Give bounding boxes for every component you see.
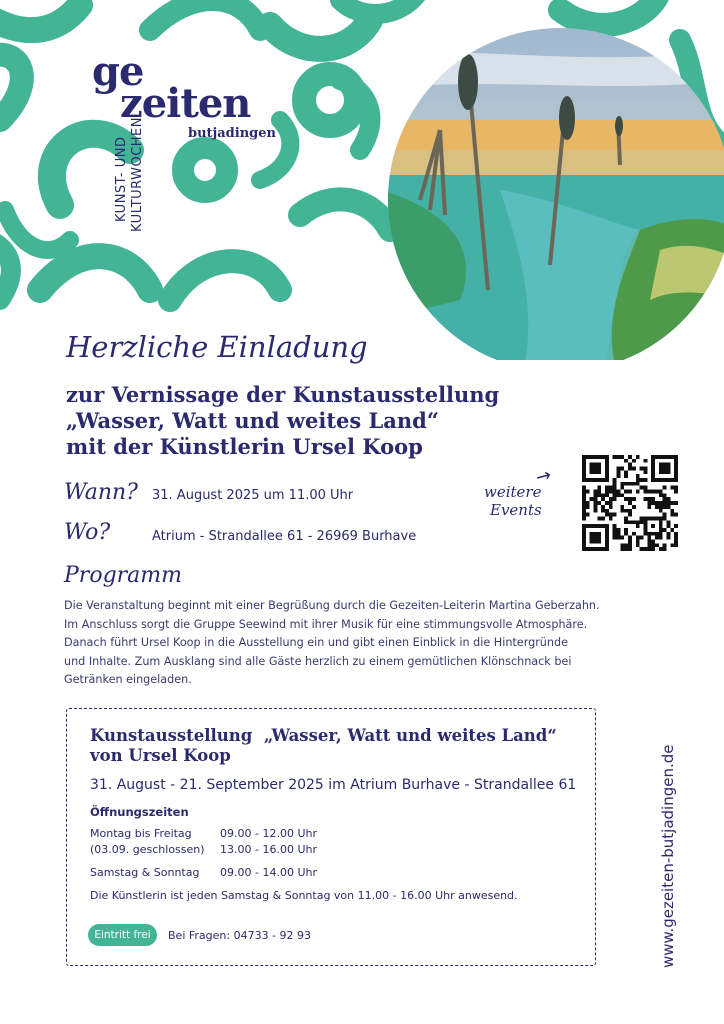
exhibition-title-line1: Kunstausstellung „Wasser, Watt und weites Land“ [90, 726, 557, 745]
program-text [64, 597, 664, 690]
website-url[interactable]: www.gezeiten-butjadingen.de [659, 744, 677, 968]
tagline-line1: KUNST- UND [114, 136, 129, 222]
logo-word-zeiten: zeiten [120, 80, 251, 127]
exhibition-dates: 31. August - 21. September 2025 im Atrium Burhave - Strandallee 61 [90, 777, 577, 793]
arrow-icon: → [533, 464, 554, 489]
hours-time: 13.00 - 16.00 Uhr [220, 843, 317, 856]
program-line: und Inhalte. Zum Ausklang sind alle Gäste herzlich zu einem gemütlichen Klönschnack bei [64, 654, 572, 668]
where-value: Atrium - Strandallee 61 - 26969 Burhave [152, 529, 417, 544]
free-entry-badge: Eintritt frei [88, 924, 157, 946]
contact-phone: Bei Fragen: 04733 - 92 93 [168, 929, 312, 942]
hours-day: Samstag & Sonntag [90, 866, 200, 879]
program-line: Die Veranstaltung beginnt mit einer Begrüßung durch die Gezeiten-Leiterin Martina Geberzahn. [64, 599, 600, 612]
qr-caption-line1: weitere [484, 483, 542, 501]
hours-time: 09.00 - 12.00 Uhr [220, 827, 317, 840]
logo-subtitle: butjadingen [188, 126, 276, 141]
qr-code[interactable] [582, 455, 678, 551]
invitation-script-title: Herzliche Einladung [66, 330, 368, 364]
headline-line: zur Vernissage der Kunstausstellung [66, 382, 500, 407]
program-line: Danach führt Ursel Koop in die Ausstellung ein und gibt einen Einblick in die Hintergründe [64, 636, 568, 649]
painting-image [380, 20, 724, 360]
invitation-headline [66, 382, 499, 460]
headline-line: „Wasser, Watt und weites Land“ [66, 408, 439, 433]
program-line: Getränken eingeladen. [64, 673, 192, 686]
hours-day: (03.09. geschlossen) [90, 843, 205, 856]
program-heading: Programm [64, 563, 183, 588]
logo-word-ge: ge [92, 48, 144, 95]
qr-caption-line2: Events [490, 501, 542, 519]
headline-line: mit der Künstlerin Ursel Koop [66, 434, 423, 459]
exhibition-title-line2: von Ursel Koop [90, 746, 231, 765]
when-label: Wann? [64, 480, 138, 505]
hours-day: Montag bis Freitag [90, 827, 192, 840]
tagline-line2: KULTURWOCHEN [130, 117, 145, 232]
exhibition-title [90, 726, 557, 766]
opening-hours-heading: Öffnungszeiten [90, 805, 189, 819]
program-line: Im Anschluss sorgt die Gruppe Seewind mit ihrer Musik für eine stimmungsvolle Atmosphäre. [64, 617, 588, 631]
artist-presence-note: Die Künstlerin ist jeden Samstag & Sonntag von 11.00 - 16.00 Uhr anwesend. [90, 889, 518, 902]
where-label: Wo? [64, 520, 111, 545]
when-value: 31. August 2025 um 11.00 Uhr [152, 488, 354, 503]
hours-time: 09.00 - 14.00 Uhr [220, 866, 317, 879]
